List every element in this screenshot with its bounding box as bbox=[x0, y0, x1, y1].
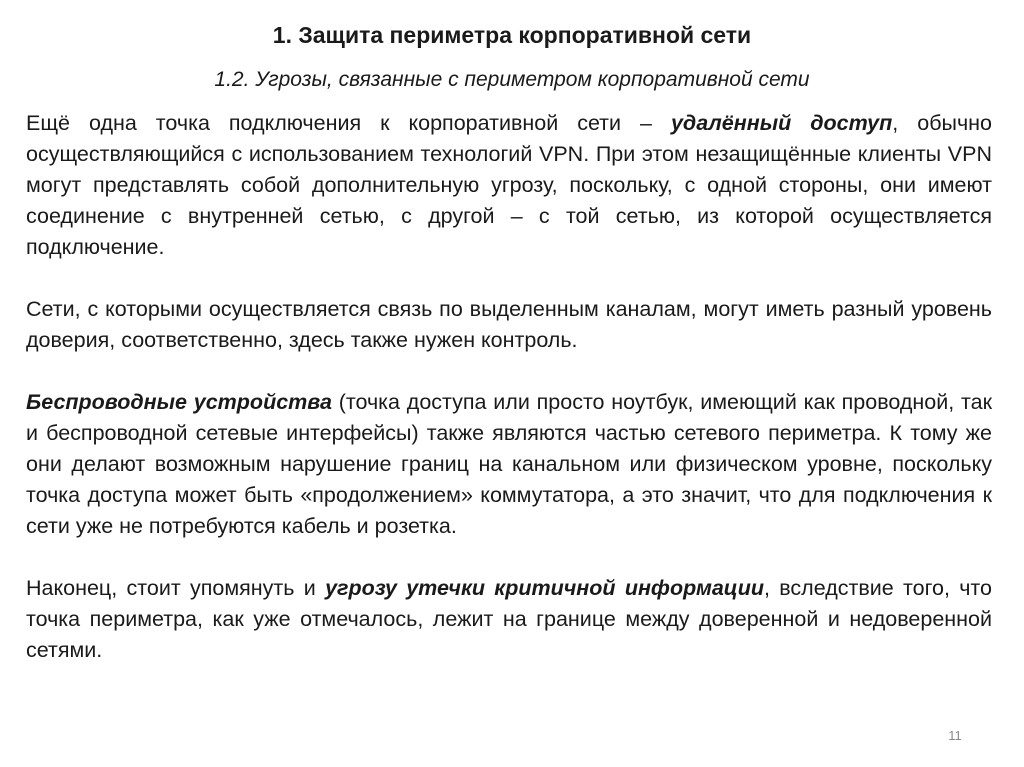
paragraph-wireless-devices bbox=[26, 387, 992, 542]
emphasis-wireless-devices: Беспроводные устройства bbox=[26, 390, 332, 414]
slide-body bbox=[26, 108, 992, 697]
emphasis-remote-access: удалённый доступ bbox=[670, 111, 893, 135]
paragraph-text: , обычно осуществляющийся с использованием технологий VPN. При этом незащищённые клиенты VPN могут представлять собой дополнительную угрозу, поскольку, с одной стороны, они имеют соединение с внутренней сетью, с другой – с той сетью, из которой осуществляется подключение. bbox=[26, 111, 992, 259]
emphasis-information-leak: угрозу утечки критичной информации bbox=[325, 576, 764, 600]
paragraph-text: (точка доступа или просто ноутбук, имеющий как проводной, так и беспроводной сетевые интерфейсы) также являются частью сетевого периметра. К тому же они делают возможным нарушение границ на канальном или физическом уровне, поскольку точка доступа может быть «продолжением» коммутатора, а это значит, что для подключения к сети уже не потребуются кабель и розетка. bbox=[26, 390, 992, 538]
paragraph-text: Ещё одна точка подключения к корпоративной сети – bbox=[26, 111, 671, 135]
paragraph-text: , вследствие того, что точка периметра, как уже отмечалось, лежит на границе между доверенной и недоверенной сетями. bbox=[26, 576, 992, 662]
slide-subtitle: 1.2. Угрозы, связанные с периметром корпоративной сети bbox=[214, 68, 810, 91]
paragraph-dedicated-channels bbox=[26, 294, 992, 356]
paragraph-text: Наконец, стоит упомянуть и bbox=[26, 576, 326, 600]
page-number: 11 bbox=[948, 728, 962, 743]
slide-title: 1. Защита периметра корпоративной сети bbox=[272, 22, 752, 48]
paragraph-information-leak bbox=[26, 573, 992, 666]
paragraph-remote-access bbox=[26, 108, 992, 263]
paragraph-text: Сети, с которыми осуществляется связь по выделенным каналам, могут иметь разный уровень доверия, соответственно, здесь также нужен контроль. bbox=[26, 297, 992, 352]
